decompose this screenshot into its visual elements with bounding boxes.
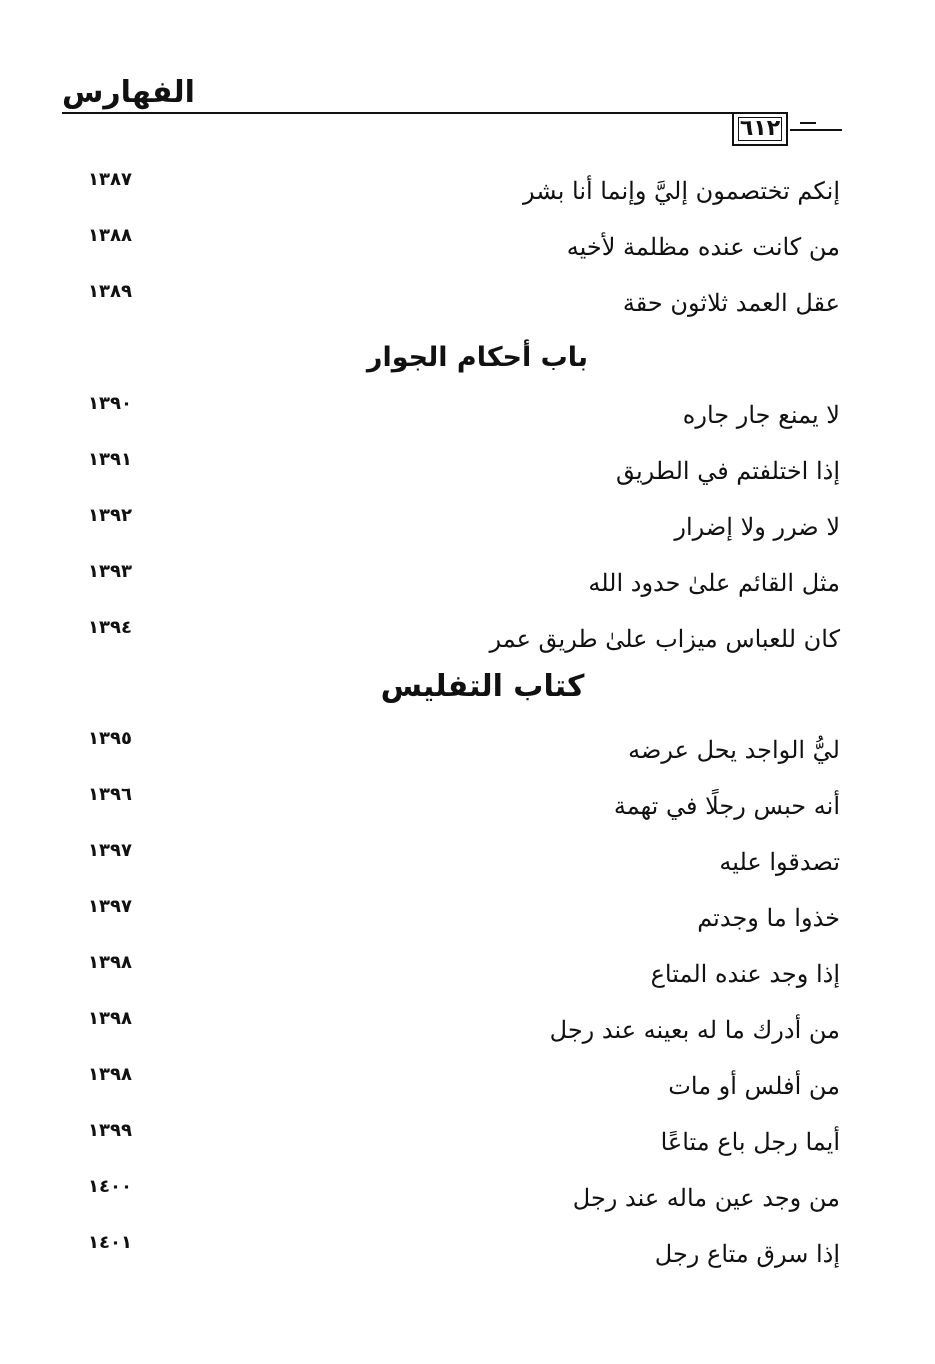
entry-text: أنه حبس رجلًا في تهمة (613, 792, 840, 820)
index-entry (80, 225, 840, 270)
index-entry (80, 281, 840, 326)
entry-text: لا ضرر ولا إضرار (674, 513, 840, 541)
entry-page-number: ١٤٠١ (88, 1232, 132, 1253)
entry-page-number: ١٣٩٨ (88, 1008, 132, 1029)
header-rule-right (790, 129, 842, 131)
entry-page-number: ١٣٩٥ (88, 728, 132, 749)
index-entry (80, 728, 840, 773)
entry-page-number: ١٣٩٢ (88, 505, 132, 526)
entry-text: خذوا ما وجدتم (697, 904, 840, 932)
entry-page-number: ١٣٨٨ (88, 225, 132, 246)
book-heading: كتاب التفليس (380, 669, 585, 704)
index-entry (80, 1008, 840, 1053)
index-entry (80, 896, 840, 941)
entry-text: عقل العمد ثلاثون حقة (622, 289, 840, 317)
entry-page-number: ١٣٩٨ (88, 1064, 132, 1085)
entry-page-number: ١٣٩٧ (88, 840, 132, 861)
entry-page-number: ١٣٩٧ (88, 896, 132, 917)
entry-text: إذا وجد عنده المتاع (650, 960, 840, 988)
header-rule (62, 112, 738, 114)
entry-page-number: ١٣٩٠ (88, 393, 132, 414)
entry-page-number: ١٣٩٣ (88, 561, 132, 582)
index-entry (80, 1064, 840, 1109)
entry-text: من أدرك ما له بعينه عند رجل (549, 1016, 840, 1044)
entry-text: مثل القائم علىٰ حدود الله (588, 569, 840, 597)
entry-page-number: ١٣٩٨ (88, 952, 132, 973)
index-entry (80, 561, 840, 606)
entry-text: من أفلس أو مات (668, 1072, 840, 1100)
entry-text: إذا سرق متاع رجل (654, 1240, 840, 1268)
index-entry (80, 169, 840, 214)
entry-page-number: ١٣٩١ (88, 449, 132, 470)
entry-text: تصدقوا عليه (719, 848, 840, 876)
entry-text: من وجد عين ماله عند رجل (572, 1184, 840, 1212)
entry-page-number: ١٤٠٠ (88, 1176, 132, 1197)
index-entry (80, 505, 840, 550)
running-title: الفهارس (62, 75, 195, 110)
index-entry (80, 784, 840, 829)
entry-text: أيما رجل باع متاعًا (660, 1128, 840, 1156)
index-entry (80, 1232, 840, 1277)
entry-page-number: ١٣٩٤ (88, 617, 132, 638)
section-heading: باب أحكام الجوار (366, 342, 589, 373)
header-rule-ornament (800, 122, 816, 124)
entry-text: إنكم تختصمون إليَّ وإنما أنا بشر (523, 177, 840, 205)
entry-page-number: ١٣٩٩ (88, 1120, 132, 1141)
index-entry (80, 840, 840, 885)
index-entry (80, 617, 840, 662)
entry-page-number: ١٣٨٧ (88, 169, 132, 190)
entry-text: من كانت عنده مظلمة لأخيه (566, 233, 840, 261)
index-entry (80, 952, 840, 997)
index-entry (80, 449, 840, 494)
entry-text: كان للعباس ميزاب علىٰ طريق عمر (489, 625, 840, 653)
page-number: ٦١٢ (732, 112, 788, 146)
entry-page-number: ١٣٩٦ (88, 784, 132, 805)
entry-text: ليُّ الواجد يحل عرضه (628, 736, 840, 764)
entry-text: إذا اختلفتم في الطريق (615, 457, 840, 485)
index-entry (80, 1176, 840, 1221)
index-entry (80, 1120, 840, 1165)
entry-text: لا يمنع جار جاره (682, 401, 840, 429)
index-entry (80, 393, 840, 438)
entry-page-number: ١٣٨٩ (88, 281, 132, 302)
